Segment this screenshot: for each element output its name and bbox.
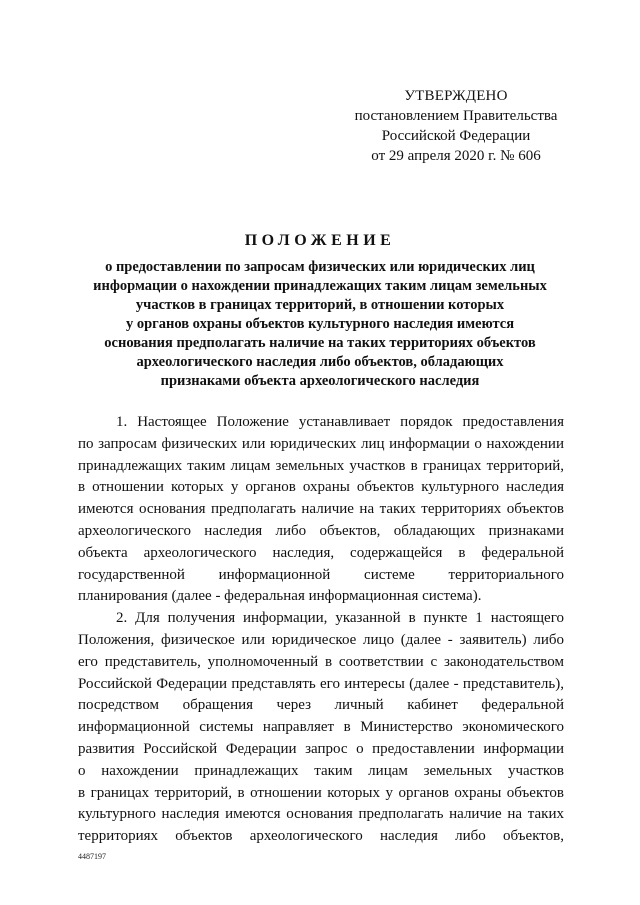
paragraph-line: 2. Для получения информации, указанной в пункте 1 настоящего (116, 610, 564, 627)
paragraph-line: Российской Федерации представлять его интересы (далее - представитель), (78, 675, 564, 692)
paragraph-line: планирования (далее - федеральная информационная система). (78, 588, 482, 605)
paragraph-line: информационной системы направляет в Министерство экономического (78, 719, 564, 736)
approved-label: УТВЕРЖДЕНО (404, 88, 508, 104)
subtitle-line: о предоставлении по запросам физических или юридических лиц (105, 259, 535, 275)
paragraph-2 (78, 608, 564, 848)
paragraph-line: культурного наследия имеются основания предполагать наличие на таких (78, 806, 564, 823)
approval-line-3: от 29 апреля 2020 г. № 606 (371, 148, 541, 164)
paragraph-line: его представитель, уполномоченный в соответствии с законодательством (78, 653, 564, 670)
paragraph-line: территориях объектов археологического наследия либо объектов, (78, 828, 564, 845)
subtitle-line: основания предполагать наличие на таких территориях объектов (104, 335, 536, 351)
subtitle-line: информации о нахождении принадлежащих таким лицам земельных (93, 278, 547, 294)
document-title: ПОЛОЖЕНИЕ (244, 232, 396, 249)
paragraph-line: принадлежащих таким лицам земельных участков в границах территорий, (78, 457, 564, 474)
paragraph-line: посредством обращения через личный кабинет федеральной (78, 697, 564, 714)
paragraph-line: имеются основания предполагать наличие на таких территориях объектов (78, 501, 564, 518)
subtitle-line: археологического наследия либо объектов, обладающих (136, 354, 504, 370)
paragraph-line: по запросам физических или юридических лиц информации о нахождении (78, 435, 564, 452)
approval-line-1: постановлением Правительства (354, 108, 558, 124)
paragraph-line: 1. Настоящее Положение устанавливает порядок предоставления (116, 414, 564, 430)
paragraph-line: в отношении которых у органов охраны объектов культурного наследия (78, 479, 564, 496)
paragraph-line: о нахождении принадлежащих таким лицам земельных участков (78, 762, 564, 779)
approval-line-2: Российской Федерации (381, 128, 531, 144)
paragraph-1 (78, 412, 564, 608)
document-subtitle (60, 258, 580, 391)
approval-stamp (336, 86, 576, 166)
paragraph-line: археологического наследия либо объектов, обладающих признаками (78, 522, 564, 539)
paragraph-line: Положения, физическое или юридическое лицо (далее - заявитель) либо (78, 631, 564, 648)
subtitle-line: у органов охраны объектов культурного наследия имеются (125, 316, 515, 332)
paragraph-line: в границах территорий, в отношении которых у органов охраны объектов (78, 784, 564, 801)
subtitle-line: участков в границах территорий, в отношении которых (135, 297, 505, 313)
paragraph-line: государственной информационной системе территориального (78, 566, 564, 583)
paragraph-line: объекта археологического наследия, содержащейся в федеральной (78, 544, 564, 561)
subtitle-line: признаками объекта археологического наследия (160, 373, 480, 389)
paragraph-line: развития Российской Федерации запрос о предоставлении информации (78, 740, 564, 757)
document-code: 4487197 (78, 852, 106, 861)
document-body (78, 412, 564, 848)
